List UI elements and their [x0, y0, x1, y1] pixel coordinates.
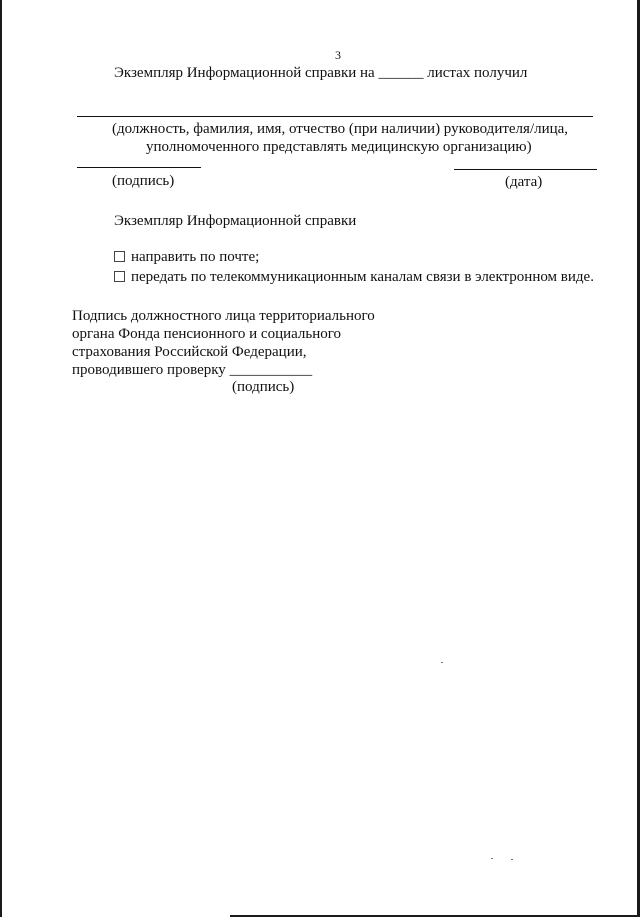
official-signature-caption: (подпись): [232, 379, 295, 395]
scan-speck: [511, 859, 513, 860]
official-line-2: органа Фонда пенсионного и социального: [72, 326, 342, 342]
official-line-4: [72, 361, 312, 379]
recipient-name-line: [77, 116, 593, 117]
official-last-line-text: проводившего проверку: [72, 362, 226, 378]
checkbox-electronic[interactable]: [114, 271, 125, 282]
scan-edge-left: [0, 0, 2, 917]
page-number: 3: [335, 48, 341, 62]
checkbox-mail[interactable]: [114, 251, 125, 262]
delivery-option-mail-label: направить по почте;: [131, 249, 260, 265]
receipt-text-after: листах получил: [427, 65, 528, 81]
official-line-1: Подпись должностного лица территориального: [72, 308, 375, 324]
recipient-signature-line: [77, 167, 201, 168]
recipient-signature-caption: (подпись): [112, 173, 175, 189]
delivery-option-electronic-label: передать по телекоммуникационным каналам связи в электронном виде.: [131, 269, 594, 285]
official-signature-blank: ___________: [229, 362, 313, 378]
recipient-date-caption: (дата): [505, 174, 543, 190]
official-line-3: страхования Российской Федерации,: [72, 344, 307, 360]
recipient-date-line: [454, 169, 597, 170]
recipient-caption-line1: (должность, фамилия, имя, отчество (при наличии) руководителя/лица,: [112, 121, 569, 137]
receipt-text-before: Экземпляр Информационной справки на: [114, 65, 375, 81]
recipient-caption-line2: уполномоченного представлять медицинскую организацию): [146, 139, 532, 155]
delivery-option-mail[interactable]: [114, 248, 259, 266]
scan-speck: [491, 858, 493, 859]
delivery-heading: Экземпляр Информационной справки: [114, 213, 357, 229]
delivery-option-electronic[interactable]: [114, 268, 594, 286]
receipt-statement: [114, 64, 527, 82]
sheet-count-blank: ______: [378, 65, 424, 81]
scan-speck: [441, 662, 443, 663]
